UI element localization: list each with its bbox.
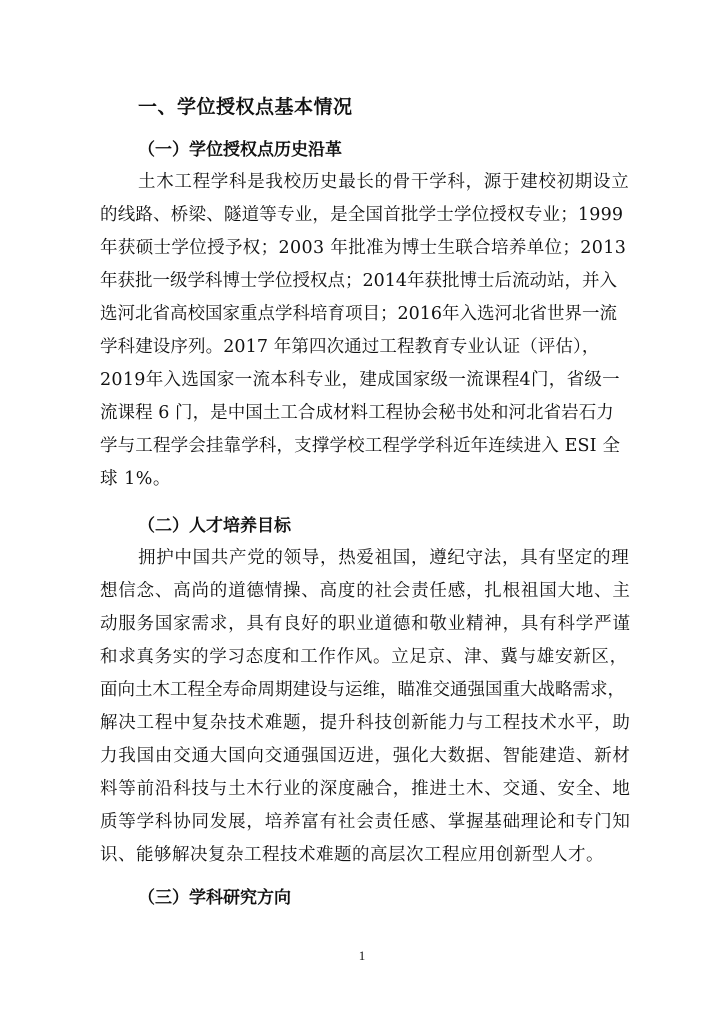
- paragraph-line: 年获硕士学位授予权；2003 年批准为博士生联合培养单位；2013: [100, 238, 627, 258]
- paragraph-line: 力我国由交通大国向交通强国迈进，强化大数据、智能建造、新材: [100, 746, 631, 766]
- chapter-heading: 一、学位授权点基本情况: [138, 96, 353, 118]
- paragraph-line: 学科建设序列。2017 年第四次通过工程教育专业认证（评估），: [100, 337, 600, 357]
- paragraph-line: 土木工程学科是我校历史最长的骨干学科，源于建校初期设立: [138, 172, 630, 192]
- paragraph-line: 解决工程中复杂技术难题，提升科技创新能力与工程技术水平，助: [100, 713, 631, 733]
- paragraph-line: 球 1%。: [100, 469, 171, 489]
- paragraph-line: 和求真务实的学习态度和工作作风。立足京、津、冀与雄安新区，: [100, 647, 628, 667]
- paragraph-line: 选河北省高校国家重点学科培育项目；2016年入选河北省世界一流: [100, 304, 618, 324]
- paragraph-line: 拥护中国共产党的领导，热爱祖国，遵纪守法，具有坚定的理: [138, 548, 630, 568]
- paragraph-line: 面向土木工程全寿命周期建设与运维，瞄准交通强国重大战略需求，: [100, 680, 625, 700]
- paragraph-line: 料等前沿科技与土木行业的深度融合，推进土木、交通、安全、地: [100, 779, 631, 799]
- paragraph-line: 想信念、高尚的道德情操、高度的社会责任感，扎根祖国大地、主: [100, 581, 631, 601]
- page-number: 1: [358, 948, 366, 963]
- paragraph-line: 质等学科协同发展，培养富有社会责任感、掌握基础理论和专门知: [100, 812, 631, 832]
- paragraph-line: 的线路、桥梁、隧道等专业，是全国首批学士学位授权专业；1999: [100, 205, 624, 225]
- section-heading-training-goals: （二）人才培养目标: [138, 516, 291, 536]
- paragraph-line: 动服务国家需求，具有良好的职业道德和敬业精神，具有科学严谨: [100, 614, 631, 634]
- paragraph-line: 年获批一级学科博士学位授权点；2014年获批博士后流动站，并入: [100, 271, 618, 291]
- section-heading-history: （一）学位授权点历史沿革: [138, 140, 342, 160]
- paragraph-line: 2019年入选国家一流本科专业，建成国家级一流课程4门，省级一: [100, 370, 620, 390]
- paragraph-line: 学与工程学会挂靠学科，支撑学校工程学学科近年连续进入 ESI 全: [100, 436, 621, 456]
- section-heading-research-directions: （三）学科研究方向: [138, 888, 291, 908]
- paragraph-line: 流课程 6 门，是中国土工合成材料工程协会秘书处和河北省岩石力: [100, 403, 614, 423]
- paragraph-line: 识、能够解决复杂工程技术难题的高层次工程应用创新型人才。: [100, 845, 604, 865]
